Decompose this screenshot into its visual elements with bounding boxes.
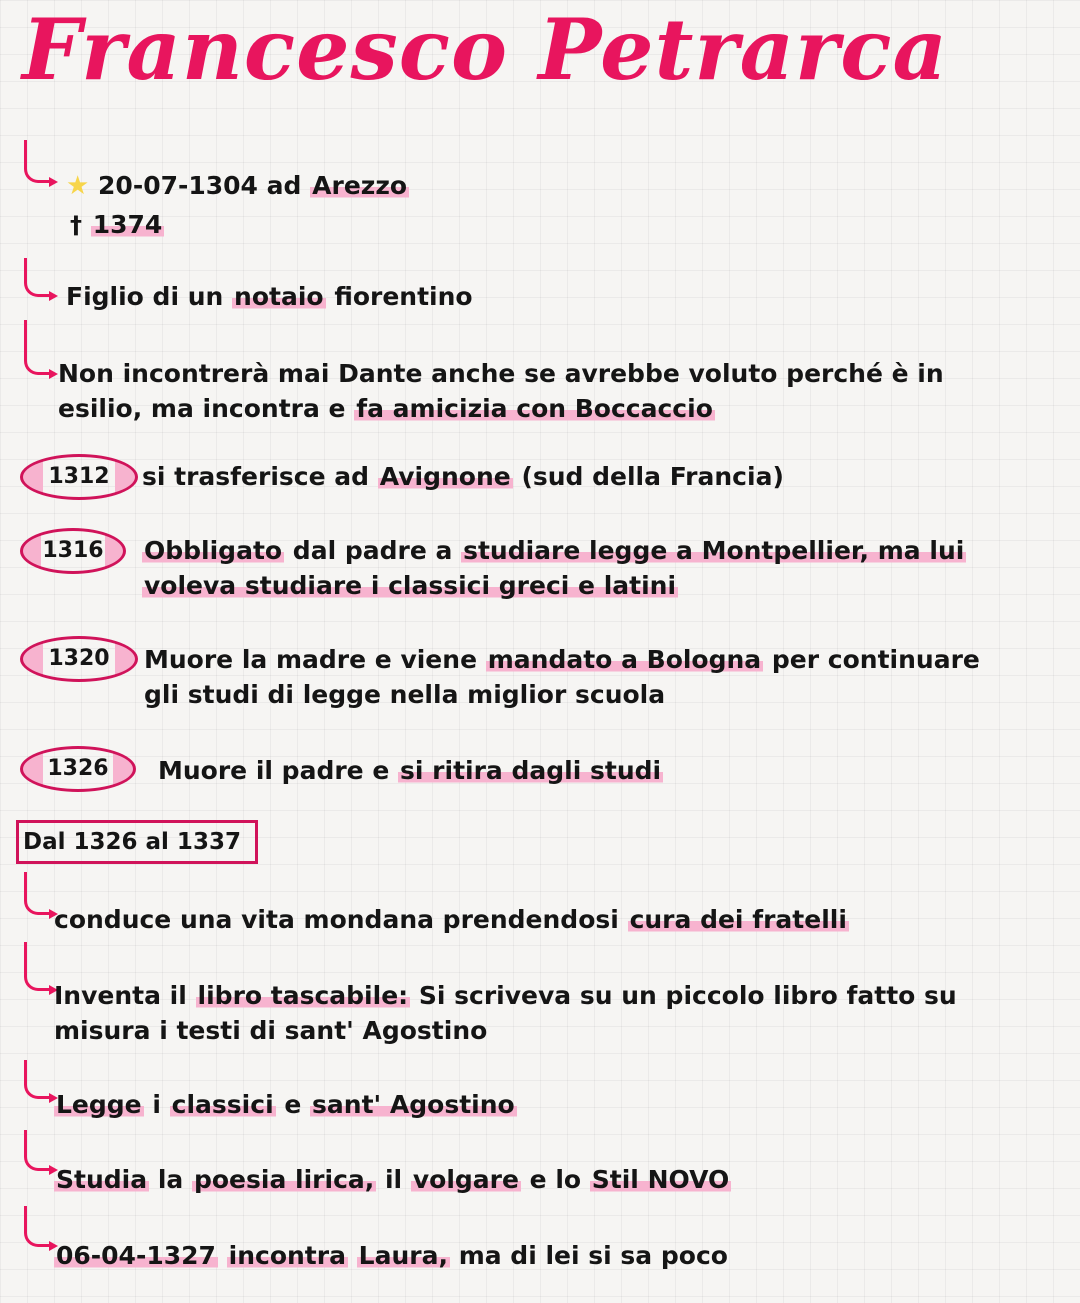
timeline-part: si trasferisce ad xyxy=(142,462,370,491)
period-box: Dal 1326 al 1337 xyxy=(16,820,258,864)
timeline-highlight: voleva studiare i classici greci e latini xyxy=(144,571,677,600)
dagger-icon: † xyxy=(70,211,82,239)
year-badge: 1312 xyxy=(20,454,138,500)
note-text: e xyxy=(284,1090,302,1119)
timeline-highlight: Avignone xyxy=(379,462,511,491)
timeline-part: Muore il padre e xyxy=(158,756,390,785)
note-dante-2 xyxy=(58,391,715,426)
timeline-text-2 xyxy=(142,568,678,603)
note-text: Inventa il xyxy=(54,981,187,1010)
note-figlio xyxy=(66,279,473,314)
period-note-inventa xyxy=(54,978,957,1013)
period-note-inventa-2: misura i testi di sant' Agostino xyxy=(54,1016,488,1045)
note-highlight: libro tascabile: xyxy=(197,981,409,1010)
timeline-part: per continuare xyxy=(771,645,980,674)
birth-date: 20-07-1304 xyxy=(98,171,258,200)
note-highlight: Studia xyxy=(56,1165,148,1194)
note-highlight: volgare xyxy=(412,1165,519,1194)
birth-place: Arezzo xyxy=(312,171,408,200)
note-text: ma di lei si sa poco xyxy=(458,1241,728,1270)
note-text: e lo xyxy=(529,1165,582,1194)
arrow-icon xyxy=(24,1206,53,1247)
timeline-highlight: si ritira dagli studi xyxy=(400,756,662,785)
timeline-part: Muore la madre e viene xyxy=(144,645,478,674)
note-highlight: notaio xyxy=(234,282,324,311)
arrow-icon xyxy=(24,942,53,991)
star-icon: ★ xyxy=(66,171,90,201)
timeline-highlight: Obbligato xyxy=(144,536,283,565)
note-text: conduce una vita mondana prendendosi xyxy=(54,905,619,934)
note-text: la xyxy=(157,1165,184,1194)
note-highlight: poesia lirica, xyxy=(193,1165,375,1194)
note-text: Si scriveva su un piccolo libro fatto su xyxy=(418,981,957,1010)
note-highlight: fa amicizia con Boccaccio xyxy=(356,394,713,423)
note-highlight: incontra xyxy=(228,1241,346,1270)
note-highlight: 06-04-1327 xyxy=(56,1241,216,1270)
period-note-laura xyxy=(54,1238,728,1273)
timeline-text xyxy=(158,753,663,788)
birth-line xyxy=(66,168,409,204)
timeline-text-2 xyxy=(144,677,665,712)
arrow-icon xyxy=(24,872,53,915)
timeline-text xyxy=(142,533,966,568)
timeline-part: (sud della Francia) xyxy=(521,462,784,491)
period-note-studia xyxy=(54,1162,731,1197)
year-badge: 1326 xyxy=(20,746,136,792)
note-highlight: Stil NOVO xyxy=(591,1165,730,1194)
year-badge: 1316 xyxy=(20,528,126,574)
note-highlight: sant' Agostino xyxy=(312,1090,515,1119)
timeline-part: gli studi di legge nella miglior scuola xyxy=(144,680,666,709)
arrow-icon xyxy=(24,1060,53,1099)
note-text: fiorentino xyxy=(334,282,473,311)
note-highlight: Legge xyxy=(56,1090,142,1119)
arrow-icon xyxy=(24,1130,53,1171)
note-highlight: cura dei fratelli xyxy=(629,905,847,934)
note-highlight: classici xyxy=(171,1090,274,1119)
note-text: esilio, ma incontra e xyxy=(58,394,346,423)
timeline-text xyxy=(144,642,980,677)
arrow-icon xyxy=(24,320,53,375)
arrow-icon xyxy=(24,258,53,297)
timeline-part: dal padre a xyxy=(292,536,453,565)
timeline-highlight: mandato a Bologna xyxy=(487,645,762,674)
note-dante-1: Non incontrerà mai Dante anche se avrebbe voluto perché è in xyxy=(58,359,944,388)
arrow-icon xyxy=(24,140,53,183)
timeline-text xyxy=(142,459,784,494)
note-text: Figlio di un xyxy=(66,282,224,311)
note-highlight: Laura, xyxy=(358,1241,448,1270)
year-badge: 1320 xyxy=(20,636,138,682)
death-year: 1374 xyxy=(92,210,163,239)
period-note-legge xyxy=(54,1087,517,1122)
timeline-highlight: studiare legge a Montpellier, ma lui xyxy=(463,536,965,565)
page-title: Francesco Petrarca xyxy=(22,0,948,99)
death-line xyxy=(70,207,164,243)
note-text: i xyxy=(152,1090,161,1119)
period-note-vita xyxy=(54,902,849,937)
birth-word-ad: ad xyxy=(266,171,302,200)
note-text: il xyxy=(384,1165,403,1194)
